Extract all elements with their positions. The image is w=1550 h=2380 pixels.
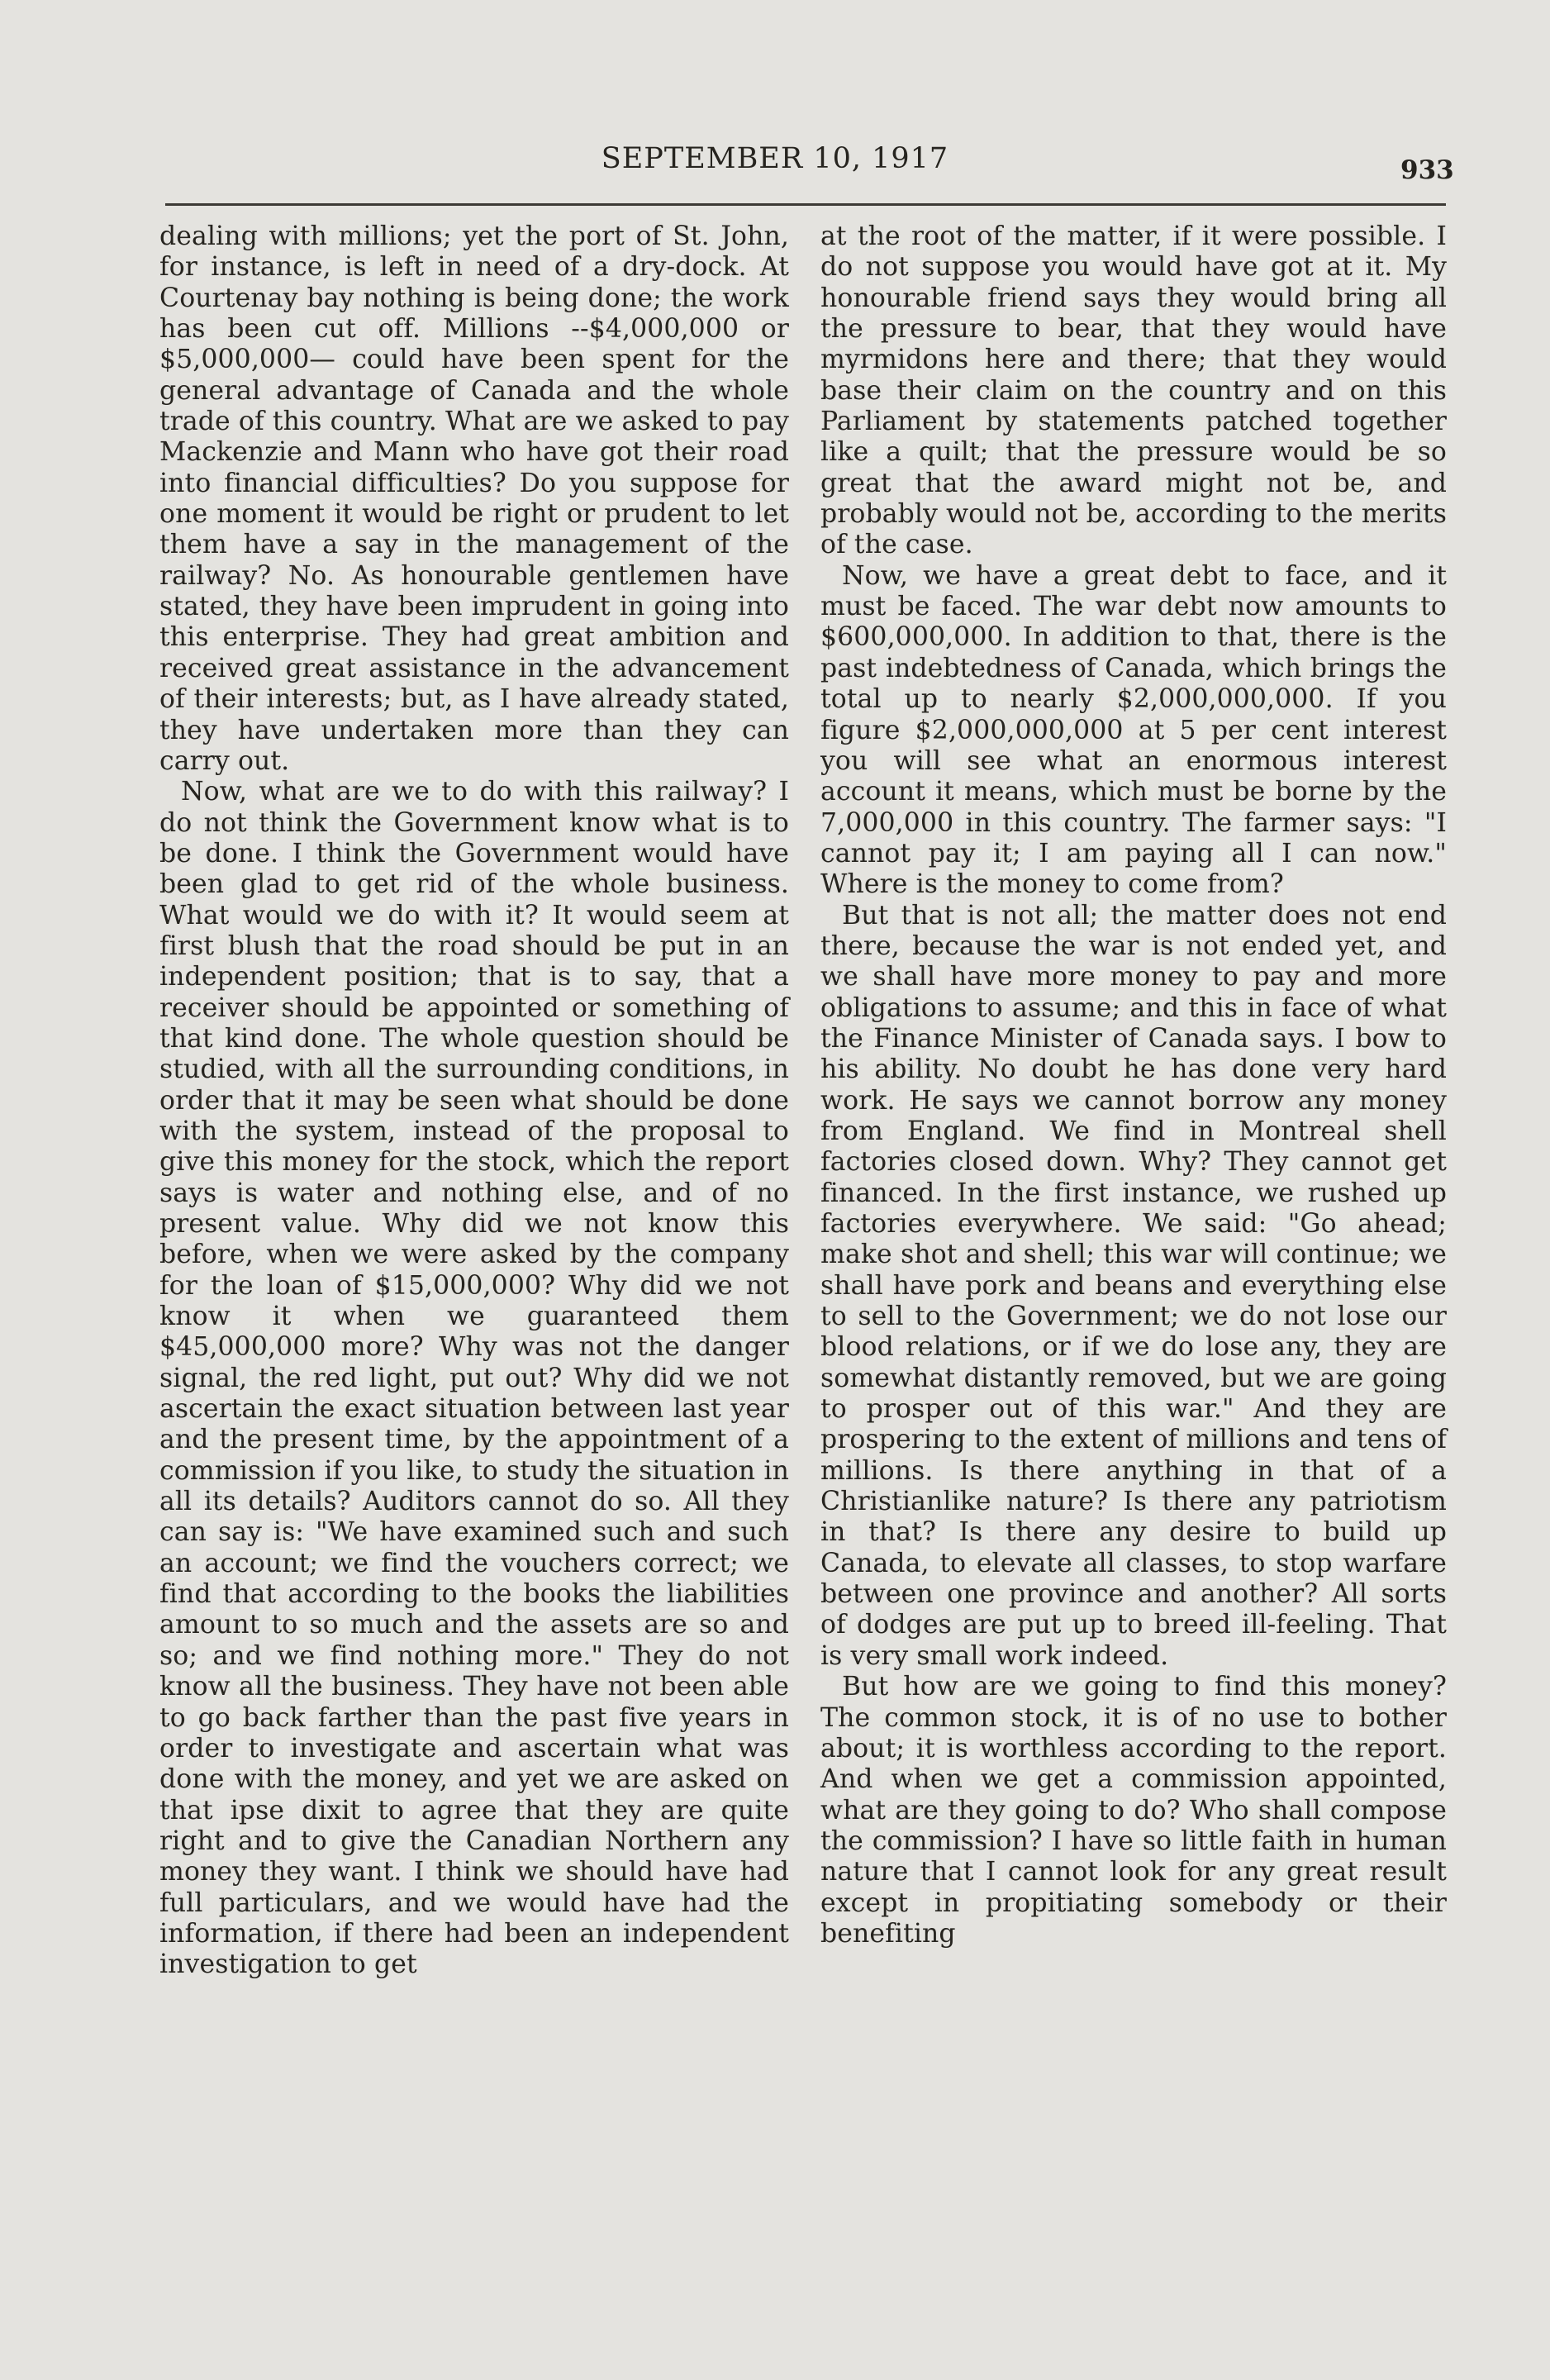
page-header-date: SEPTEMBER 10, 1917 bbox=[601, 142, 949, 175]
right-column bbox=[820, 221, 1447, 2221]
right-paragraph-4: But how are we going to find this money? The common stock, it is of no use to bother about; it is worthless according to the report. And when we get a commission appointed, what are they going to do? Who shall compose the commission? I have so little faith in human nature that I cannot look for any great result except in propitiating somebody or their benefiting bbox=[820, 1672, 1447, 1949]
header-rule bbox=[165, 203, 1446, 206]
right-paragraph-1: at the root of the matter, if it were possible. I do not suppose you would have got at it. My honourable friend says they would bring all the pressure to bear, that they would have myrmidons here and there; that they would base their claim on the country and on this Parliament by statements patched together like a quilt; that the pressure would be so great that the award might not be, and probably would not be, according to the merits of the case. bbox=[820, 221, 1447, 560]
left-paragraph-1: dealing with millions; yet the port of St. John, for instance, is left in need of a dry-dock. At Courtenay bay nothing is being done; the work has been cut off. Millions --$4,000,000 or $5,000,000— could have been spent for the general advantage of Canada and the whole trade of this country. What are we asked to pay Mackenzie and Mann who have got their road into financial difficulties? Do you suppose for one moment it would be right or prudent to let them have a say in the management of the railway? No. As honourable gentlemen have stated, they have been imprudent in going into this enterprise. They had great ambition and received great assistance in the advancement of their interests; but, as I have already stated, they have undertaken more than they can carry out. bbox=[159, 221, 789, 776]
left-column bbox=[159, 221, 789, 2221]
right-paragraph-2: Now, we have a great debt to face, and it must be faced. The war debt now amounts to $600,000,000. In addition to that, there is the past indebtedness of Canada, which brings the total up to nearly $2,000,000,000. If you figure $2,000,000,000 at 5 per cent interest you will see what an enormous interest account it means, which must be borne by the 7,000,000 in this country. The farmer says: "I cannot pay it; I am paying all I can now." Where is the money to come from? bbox=[820, 560, 1447, 900]
page-number: 933 bbox=[1400, 155, 1454, 185]
left-paragraph-2: Now, what are we to do with this railway? I do not think the Government know what is to be done. I think the Government would have been glad to get rid of the whole business. What would we do with it? It would seem at first blush that the road should be put in an independent position; that is to say, that a receiver should be appointed or something of that kind done. The whole question should be studied, with all the surrounding conditions, in order that it may be seen what should be done with the system, instead of the proposal to give this money for the stock, which the report says is water and nothing else, and of no present value. Why did we not know this before, when we were asked by the company for the loan of $15,000,000? Why did we not know it when we guaranteed them $45,000,000 more? Why was not the danger signal, the red light, put out? Why did we not ascertain the exact situation between last year and the present time, by the appointment of a commission if you like, to study the situation in all its details? Auditors cannot do so. All they can say is: "We have examined such and such an account; we find the vouchers correct; we find that according to the books the liabilities amount to so much and the assets are so and so; and we find nothing more." They do not know all the business. They have not been able to go back farther than the past five years in order to investigate and ascertain what was done with the money, and yet we are asked on that ipse dixit to agree that they are quite right and to give the Canadian Northern any money they want. I think we should have had full particulars, and we would have had the information, if there had been an independent investigation to get bbox=[159, 777, 789, 1980]
right-paragraph-3: But that is not all; the matter does not end there, because the war is not ended yet, and we shall have more money to pay and more obligations to assume; and this in face of what the Finance Minister of Canada says. I bow to his ability. No doubt he has done very hard work. He says we cannot borrow any money from England. We find in Montreal shell factories closed down. Why? They cannot get financed. In the first instance, we rushed up factories everywhere. We said: "Go ahead; make shot and shell; this war will continue; we shall have pork and beans and everything else to sell to the Government; we do not lose our blood relations, or if we do lose any, they are somewhat distantly removed, but we are going to prosper out of this war." And they are prospering to the extent of millions and tens of millions. Is there anything in that of a Christianlike nature? Is there any patriotism in that? Is there any desire to build up Canada, to elevate all classes, to stop warfare between one province and another? All sorts of dodges are put up to breed ill-feeling. That is very small work indeed. bbox=[820, 900, 1447, 1671]
